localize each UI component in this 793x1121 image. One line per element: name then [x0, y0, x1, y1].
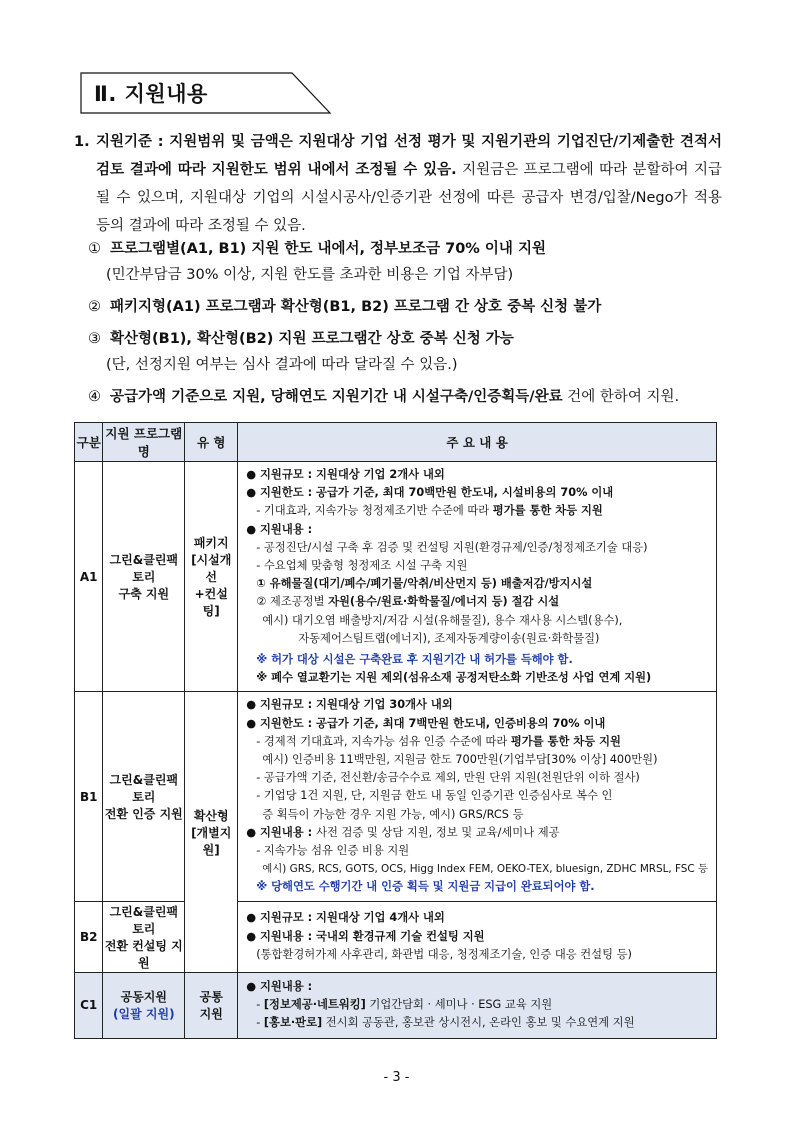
item-text: 패키지형(A1) 프로그램과 확산형(B1, B2) 프로그램 간 상호 중복 신청 불가 — [110, 299, 602, 315]
row-program-name — [103, 972, 185, 1038]
program-name-line: 전환 인증 지원 — [104, 807, 183, 822]
row-program-name — [103, 901, 185, 972]
table-row — [75, 462, 717, 692]
type-line: [개별지원] — [191, 825, 232, 857]
type-line: [시설개선 — [191, 553, 232, 585]
row-code: A1 — [75, 462, 103, 692]
program-name-line: 전환 컨설팅 지원 — [104, 938, 183, 970]
program-name-line: 그린&클린팩토리 — [109, 773, 179, 805]
table-row — [75, 972, 717, 1038]
header-program-name: 지원 프로그램 명 — [103, 423, 185, 462]
content-line: ● 지원내용 : 사전 검증 및 상담 지원, 정보 및 교육/세미나 제공 — [246, 825, 560, 839]
criteria-list — [88, 236, 728, 416]
row-program-name — [103, 692, 185, 901]
intro-number: 1. — [74, 134, 90, 150]
content-note: ※ 당해연도 수행기간 내 인증 획득 및 지원금 지급이 완료되어야 함. — [256, 880, 595, 894]
program-name-line: 그린&클린팩토리 — [109, 553, 179, 585]
row-type — [185, 972, 238, 1038]
content-line: 자동제어스팀트랩(에너지), 조제자동계량이송(원료·화학물질) — [298, 631, 600, 645]
header-category: 구분 — [75, 423, 103, 462]
content-line: (통합환경허가제 사후관리, 화관법 대응, 청정제조기술, 인증 대응 컨설팅 등) — [256, 947, 632, 961]
content-line: - 경제적 기대효과, 지속가능 섬유 인증 수준에 따라 평가를 통한 차등 지원 — [256, 734, 621, 748]
row-program-name — [103, 462, 185, 692]
type-line: 공통 — [199, 990, 223, 1005]
table-row — [75, 901, 717, 972]
intro-paragraph — [74, 128, 722, 240]
item-sub: (단, 선정지원 여부는 심사 결과에 따라 달라질 수 있음.) — [106, 357, 458, 373]
header-type: 유 형 — [185, 423, 238, 462]
row-code: B1 — [75, 692, 103, 901]
program-name-line: 공동지원 — [120, 990, 167, 1005]
item-text: 공급가액 기준으로 지원, 당해연도 지원기간 내 시설구축/인증획득/완료 — [110, 389, 563, 405]
content-line: - 기대효과, 지속가능 청정제조기반 수준에 따라 평가를 통한 차등 지원 — [256, 504, 603, 518]
intro-bold-text: 지원기준 : 지원범위 및 금액은 지원대상 기업 선정 평가 및 지원기관의 기업진단/기제출한 견적서 검토 결과에 따라 지원한도 범위 내에서 조정될 수 있음. — [96, 134, 722, 178]
type-line: +컨설팅] — [194, 587, 228, 619]
list-item — [88, 294, 728, 320]
content-line: ● 지원규모 : 지원대상 기업 30개사 내외 — [246, 698, 453, 712]
item-mark: ④ — [88, 389, 101, 405]
item-mark: ③ — [88, 331, 101, 347]
content-line: 예시) 인증비용 11백만원, 지원금 한도 700만원(기업부담[30% 이상] 400만원) — [262, 753, 658, 767]
content-note: ※ 허가 대상 시설은 구축완료 후 지원기간 내 허가를 득해야 함. — [256, 653, 573, 667]
content-line: ① 유해물질(대기/폐수/폐기물/악취/비산먼지 등) 배출저감/방지시설 — [256, 577, 593, 591]
content-line: ● 지원한도 : 공급가 기준, 최대 7백만원 한도내, 인증비용의 70% 이내 — [246, 716, 606, 730]
content-line: - 수요업체 맞춤형 청정제조 시설 구축 지원 — [256, 559, 468, 573]
table-header-row — [75, 423, 717, 462]
content-line: - 지속가능 섬유 인증 비용 지원 — [256, 844, 410, 858]
content-note: ※ 폐수 열교환기는 지원 제외(섬유소재 공정저탄소화 기반조성 사업 연계 지원) — [256, 671, 652, 685]
content-line: - 공정진단/시설 구축 후 검증 및 컨설팅 지원(환경규제/인증/청정제조기술 대응) — [256, 540, 648, 554]
item-tail: 건에 한하여 지원. — [562, 389, 680, 405]
type-line: 패키지 — [193, 536, 229, 551]
intro-normal-text: 지원금은 프로그램에 따라 분할하여 지급될 수 있으며, 지원대상 기업의 시설시공사/인증기관 선정에 따른 공급자 변경/입찰/Nego가 적용 등의 결과에 따라 조정될 수 있음. — [96, 162, 722, 234]
header-contents: 주 요 내 용 — [238, 423, 717, 462]
content-line: ② 제조공정별 자원(용수/원료·화학물질/에너지 등) 절감 시설 — [256, 595, 560, 609]
program-table — [74, 422, 717, 1039]
list-item — [88, 326, 728, 378]
section-title-box — [80, 72, 330, 114]
item-text: 프로그램별(A1, B1) 지원 한도 내에서, 정부보조금 70% 이내 지원 — [110, 241, 546, 257]
program-name-line: 그린&클린팩토리 — [109, 904, 179, 936]
program-name-line: (일괄 지원) — [113, 1007, 175, 1022]
table-row — [75, 692, 717, 901]
content-line: ● 지원내용 : 국내외 환경규제 기술 컨설팅 지원 — [246, 929, 485, 943]
row-contents — [238, 972, 717, 1038]
row-type — [185, 462, 238, 692]
program-name-line: 구축 지원 — [118, 587, 170, 602]
list-item — [88, 384, 728, 410]
content-line: 증 획득이 가능한 경우 지원 가능, 예시) GRS/RCS 등 — [262, 807, 524, 821]
item-sub: (민간부담금 30% 이상, 지원 한도를 초과한 비용은 기업 자부담) — [106, 267, 514, 283]
item-mark: ② — [88, 299, 101, 315]
content-line: 예시) GRS, RCS, GOTS, OCS, Higg Index FEM, OEKO-TEX, bluesign, ZDHC MRSL, FSC 등 — [262, 863, 708, 876]
type-line: 지원 — [199, 1007, 223, 1022]
row-contents — [238, 692, 717, 901]
content-line: ● 지원내용 : — [246, 522, 313, 536]
content-line: - 공급가액 기준, 전신환/송금수수료 제외, 만원 단위 지원(천원단위 이하 절사) — [256, 771, 640, 785]
row-code: B2 — [75, 901, 103, 972]
row-code: C1 — [75, 972, 103, 1038]
content-line: ● 지원규모 : 지원대상 기업 2개사 내외 — [246, 468, 445, 481]
row-contents — [238, 462, 717, 692]
item-mark: ① — [88, 241, 101, 257]
content-line: ● 지원한도 : 공급가 기준, 최대 70백만원 한도내, 시설비용의 70% 이내 — [246, 486, 614, 500]
content-line: - 기업당 1건 지원, 단, 지원금 한도 내 동일 인증기관 인증심사로 복수 인 — [256, 789, 613, 803]
content-line: ● 지원규모 : 지원대상 기업 4개사 내외 — [246, 911, 445, 925]
row-contents — [238, 901, 717, 972]
list-item — [88, 236, 728, 288]
row-type — [185, 692, 238, 972]
content-line: - [정보제공·네트워킹] 기업간담회 · 세미나 · ESG 교육 지원 — [256, 998, 553, 1012]
item-text: 확산형(B1), 확산형(B2) 지원 프로그램간 상호 중복 신청 가능 — [110, 331, 514, 347]
type-line: 확산형 — [193, 808, 229, 823]
content-line: ● 지원내용 : — [246, 979, 313, 993]
page-number: - 3 - — [383, 1070, 410, 1085]
content-line: - [홍보·판로] 전시회 공동관, 홍보관 상시전시, 온라인 홍보 및 수요연계 지원 — [256, 1016, 635, 1030]
content-line: 예시) 대기오염 배출방지/저감 시설(유해물질), 용수 재사용 시스템(용수), — [262, 613, 623, 627]
section-title: Ⅱ. 지원내용 — [94, 82, 208, 106]
